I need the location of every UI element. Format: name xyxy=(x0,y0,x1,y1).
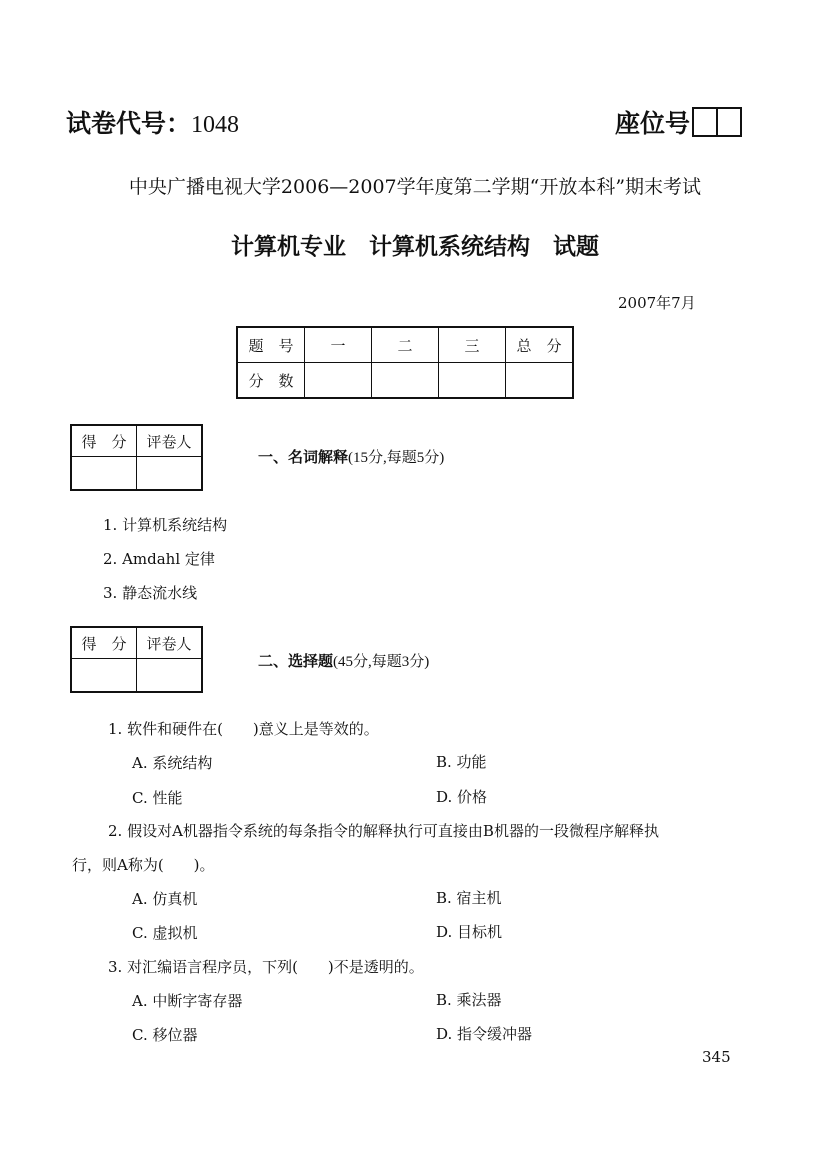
exam-subtitle: 中央广播电视大学2006—2007学年度第二学期“开放本科”期末考试 xyxy=(128,176,702,198)
page-number: 345 xyxy=(702,1048,731,1066)
grader-name-cell xyxy=(137,659,203,693)
section1-title: 一、名词解释 xyxy=(258,448,349,466)
grader-name-label: 评卷人 xyxy=(137,627,203,659)
question-stem: 1. 软件和硬件在( )意义上是等效的。 xyxy=(108,720,379,738)
seat-number-label: 座位号 xyxy=(615,109,691,138)
exam-code-label: 试卷代号： xyxy=(66,109,192,138)
grader-name-cell xyxy=(137,457,203,491)
option-c: C. 虚拟机 xyxy=(132,924,198,942)
question-stem-continued: 行，则A称为( )。 xyxy=(72,856,215,874)
grader-score-cell xyxy=(71,659,137,693)
score-table-header: 题 号 xyxy=(237,327,305,363)
exam-date: 2007年7月 xyxy=(618,294,696,312)
grader-box-section2 xyxy=(70,626,203,693)
grader-score-label: 得 分 xyxy=(71,425,137,457)
option-c: C. 性能 xyxy=(132,789,183,807)
grader-box-section1 xyxy=(70,424,203,491)
option-a: A. 仿真机 xyxy=(132,890,198,908)
section2-note: (45分,每题3分) xyxy=(333,654,430,670)
section1-item: 1. 计算机系统结构 xyxy=(103,516,228,534)
score-table-header-row xyxy=(237,327,573,363)
score-table-header: 总 分 xyxy=(506,327,574,363)
exam-code-value: 1048 xyxy=(191,112,240,138)
section1-note: (15分,每题5分) xyxy=(348,450,445,466)
option-a: A. 中断字寄存器 xyxy=(132,992,243,1010)
section2-heading xyxy=(258,650,429,671)
grader-score-label: 得 分 xyxy=(71,627,137,659)
score-cell xyxy=(372,363,439,399)
seat-number-boxes xyxy=(692,107,742,137)
option-b: B. 宿主机 xyxy=(436,889,502,907)
score-table-row-label: 分 数 xyxy=(237,363,305,399)
option-b: B. 功能 xyxy=(436,753,487,771)
section2-title: 二、选择题 xyxy=(258,652,334,670)
score-table-header: 一 xyxy=(305,327,372,363)
section1-item: 3. 静态流水线 xyxy=(103,584,198,602)
exam-code xyxy=(66,104,239,140)
question-stem: 3. 对汇编语言程序员，下列( )不是透明的。 xyxy=(108,958,424,976)
section1-item: 2. Amdahl 定律 xyxy=(103,550,215,568)
score-cell xyxy=(506,363,574,399)
option-a: A. 系统结构 xyxy=(132,754,213,772)
score-cell xyxy=(305,363,372,399)
option-b: B. 乘法器 xyxy=(436,991,502,1009)
option-d: D. 价格 xyxy=(436,788,488,806)
score-table-score-row xyxy=(237,363,573,399)
seat-number xyxy=(615,104,742,140)
question-stem: 2. 假设对A机器指令系统的每条指令的解释执行可直接由B机器的一段微程序解释执 xyxy=(108,822,659,840)
grader-name-label: 评卷人 xyxy=(137,425,203,457)
exam-title: 计算机专业 计算机系统结构 试题 xyxy=(231,234,599,260)
section1-heading xyxy=(258,446,444,467)
score-table-header: 二 xyxy=(372,327,439,363)
option-d: D. 指令缓冲器 xyxy=(436,1025,533,1043)
option-d: D. 目标机 xyxy=(436,923,503,941)
score-table-header: 三 xyxy=(439,327,506,363)
score-table xyxy=(236,326,574,399)
score-cell xyxy=(439,363,506,399)
option-c: C. 移位器 xyxy=(132,1026,198,1044)
grader-score-cell xyxy=(71,457,137,491)
